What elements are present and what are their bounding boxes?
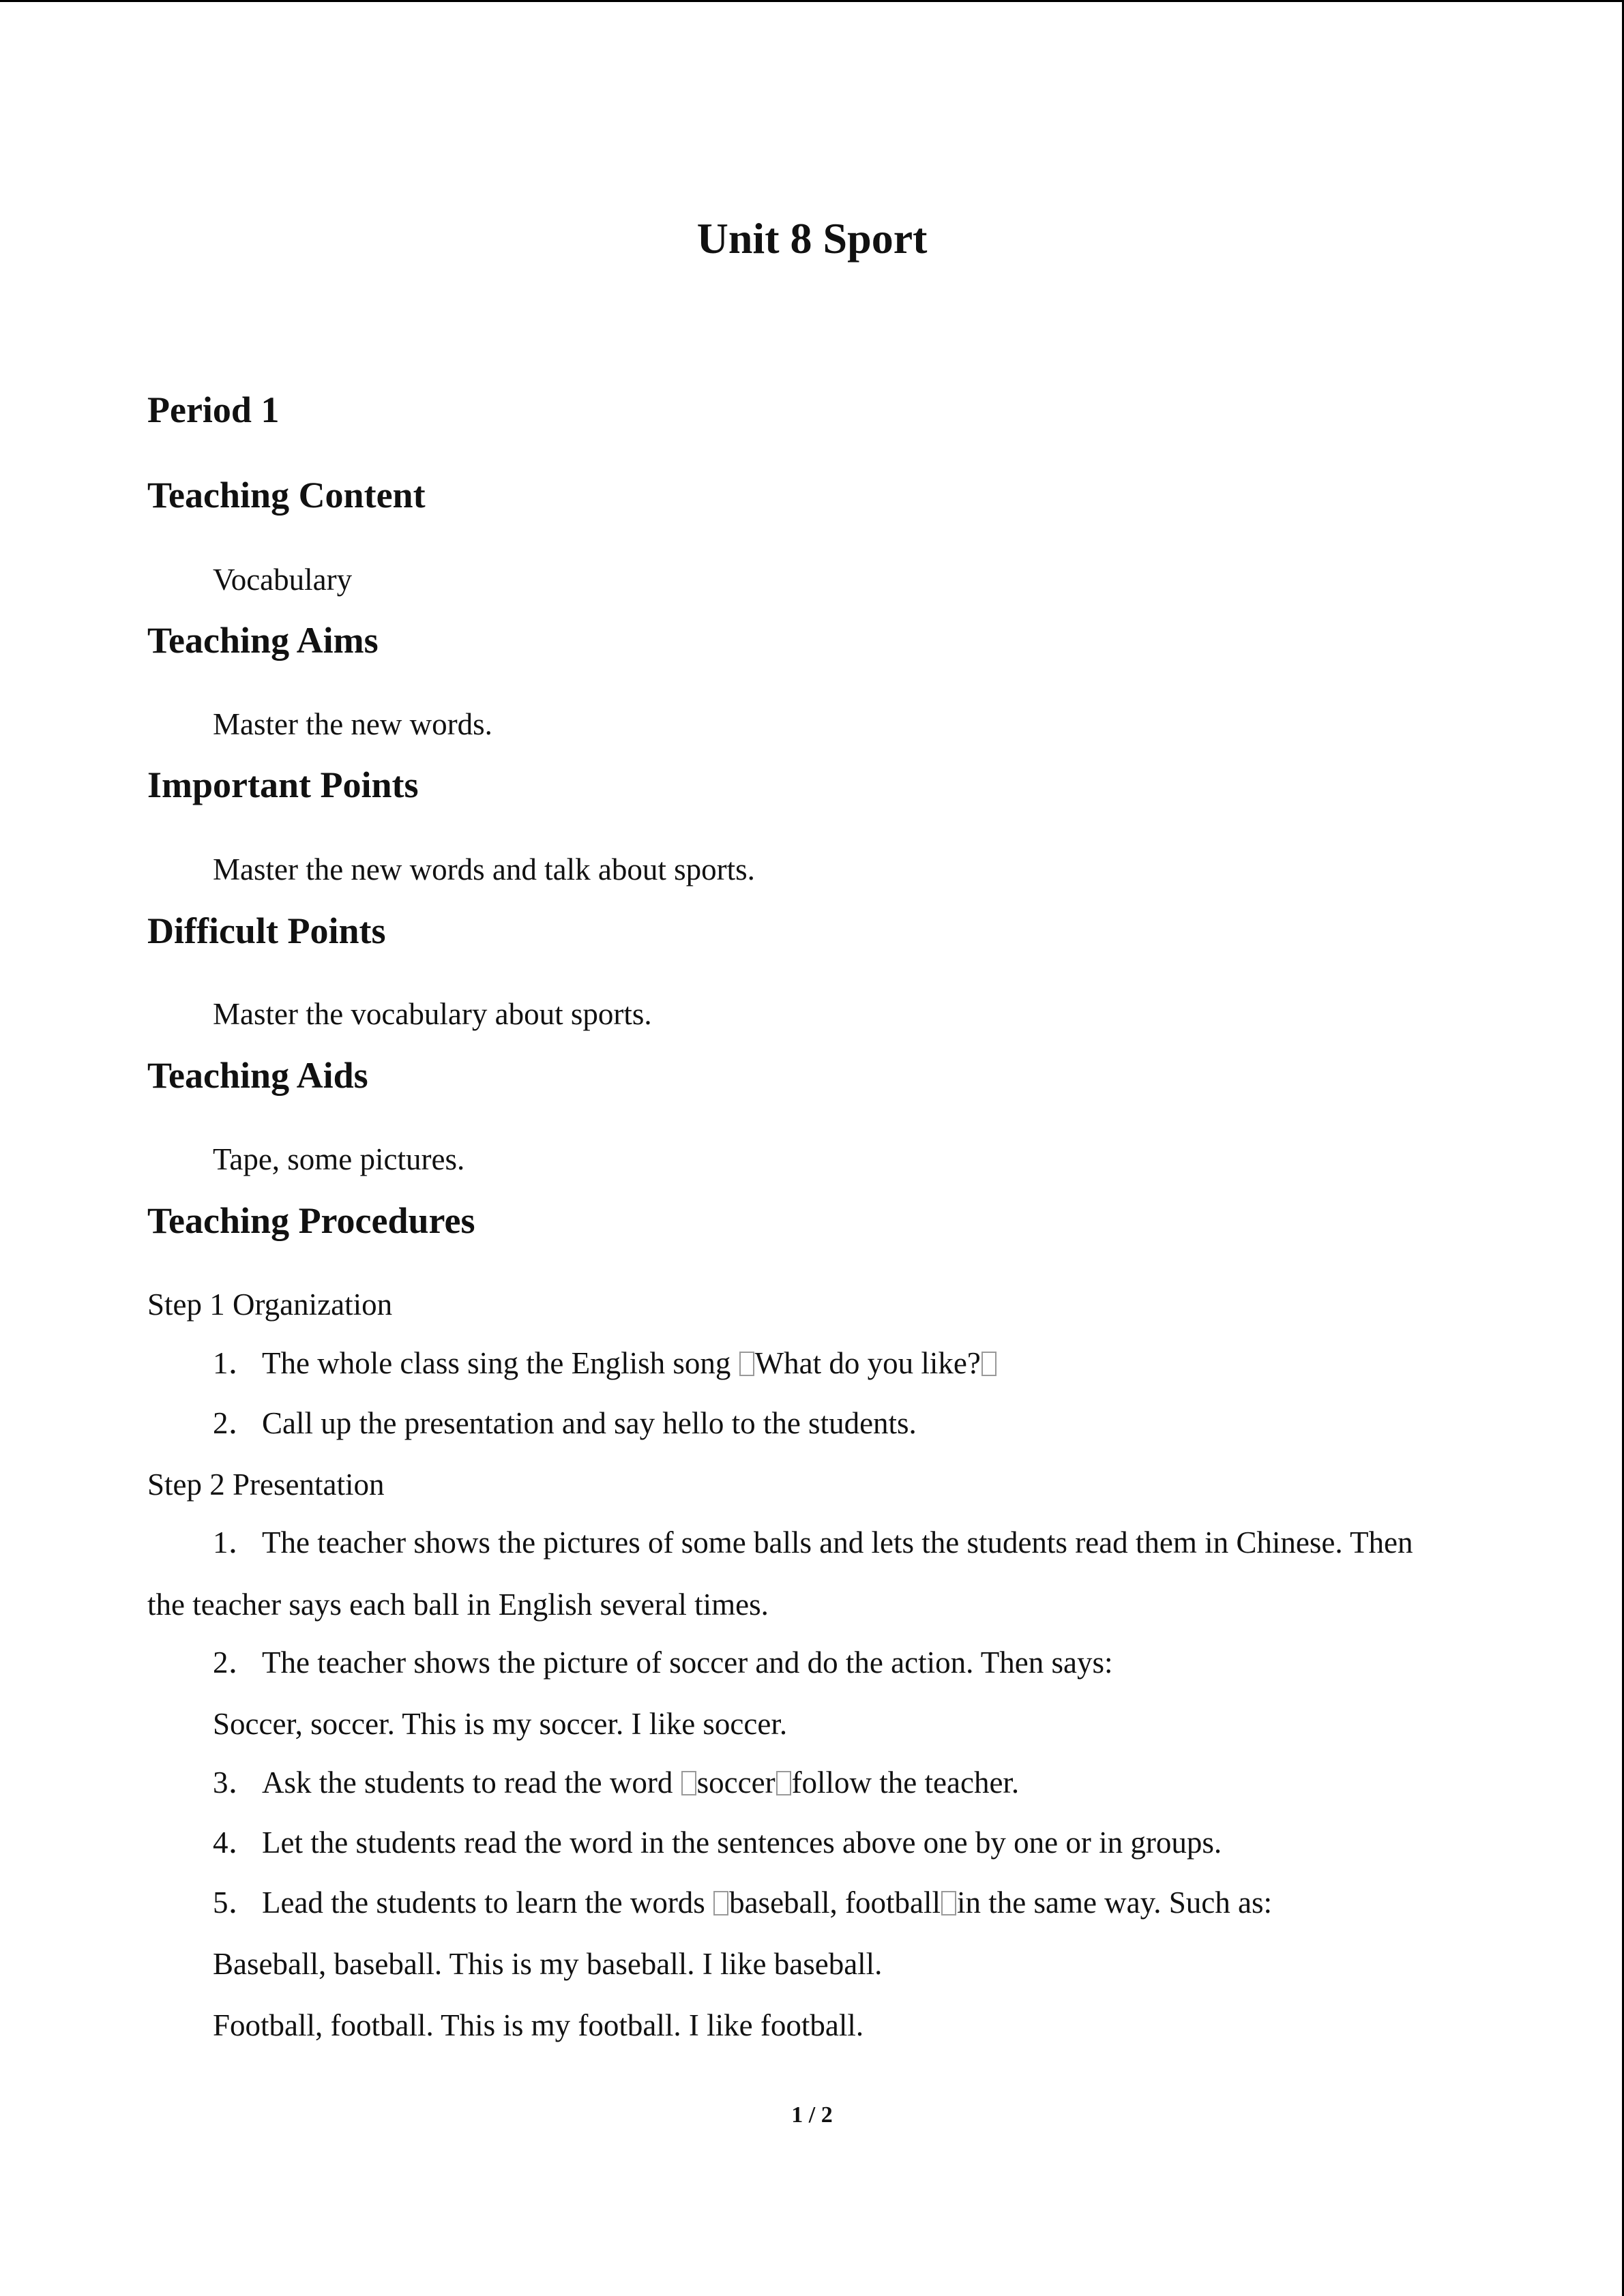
- step2-item-3-text: Ask the students to read the word: [262, 1765, 681, 1800]
- step1-item-1-text: The whole class sing the English song: [262, 1346, 739, 1380]
- teaching-procedures-heading: Teaching Procedures: [147, 1200, 475, 1241]
- teaching-aims-text: Master the new words.: [213, 707, 492, 741]
- step2-item-5-text-end: in the same way. Such as:: [956, 1885, 1272, 1920]
- step2-item-3: [213, 1762, 1019, 1803]
- step2-item-1-line-2: the teacher says each ball in English several times.: [147, 1587, 769, 1622]
- step2-label: Step 2 Presentation: [147, 1467, 385, 1502]
- words-baseball-football: baseball, football: [729, 1885, 941, 1920]
- list-number: 2．: [213, 1645, 259, 1680]
- list-number: 5．: [213, 1885, 259, 1920]
- football-example: Football, football. This is my football. I like football.: [213, 2008, 864, 2042]
- teaching-aids-heading: Teaching Aids: [147, 1055, 368, 1096]
- list-number: 4．: [213, 1825, 259, 1860]
- step2-item-2: [213, 1642, 1112, 1683]
- difficult-points-heading: Difficult Points: [147, 910, 386, 951]
- teaching-aids-text: Tape, some pictures.: [213, 1142, 465, 1176]
- step2-item-4-text: Let the students read the word in the sentences above one by one or in groups.: [262, 1825, 1222, 1860]
- step2-item-3-text-end: follow the teacher.: [791, 1765, 1020, 1800]
- missing-glyph-box: [981, 1352, 996, 1376]
- missing-glyph-box: [739, 1352, 754, 1376]
- list-number: 2．: [213, 1406, 259, 1440]
- teaching-aims-heading: Teaching Aims: [147, 620, 379, 661]
- missing-glyph-box: [713, 1891, 728, 1915]
- difficult-points-text: Master the vocabulary about sports.: [213, 997, 652, 1031]
- step2-item-5: [213, 1882, 1272, 1923]
- list-number: 1．: [213, 1525, 259, 1560]
- important-points-text: Master the new words and talk about sports.: [213, 852, 755, 886]
- step2-item-2-text: The teacher shows the picture of soccer and do the action. Then says:: [262, 1645, 1113, 1680]
- page-number: 1 / 2: [791, 2102, 833, 2128]
- period-heading: Period 1: [147, 389, 280, 430]
- step1-item-2: [213, 1403, 917, 1444]
- document-title: Unit 8 Sport: [696, 214, 928, 263]
- list-number: 3．: [213, 1765, 259, 1800]
- step1-label: Step 1 Organization: [147, 1287, 393, 1322]
- list-number: 1．: [213, 1346, 259, 1380]
- step2-item-5-text: Lead the students to learn the words: [262, 1885, 713, 1920]
- page-top-border: [0, 0, 1624, 2]
- missing-glyph-box: [681, 1771, 696, 1795]
- step1-item-1: [213, 1343, 997, 1384]
- step2-item-1-text: The teacher shows the pictures of some balls and lets the students read them in Chinese. Then: [262, 1525, 1413, 1560]
- important-points-heading: Important Points: [147, 764, 419, 805]
- teaching-content-text: Vocabulary: [213, 563, 353, 597]
- word-soccer: soccer: [696, 1765, 776, 1800]
- baseball-example: Baseball, baseball. This is my baseball. I like baseball.: [213, 1947, 883, 1981]
- step2-item-4: [213, 1822, 1222, 1863]
- missing-glyph-box: [941, 1891, 956, 1915]
- soccer-example: Soccer, soccer. This is my soccer. I like soccer.: [213, 1707, 788, 1741]
- step2-item-1-line-1: [213, 1522, 1413, 1563]
- step1-item-2-text: Call up the presentation and say hello to the students.: [262, 1406, 917, 1440]
- teaching-content-heading: Teaching Content: [147, 475, 426, 516]
- song-title: What do you like?: [754, 1346, 981, 1380]
- missing-glyph-box: [776, 1771, 791, 1795]
